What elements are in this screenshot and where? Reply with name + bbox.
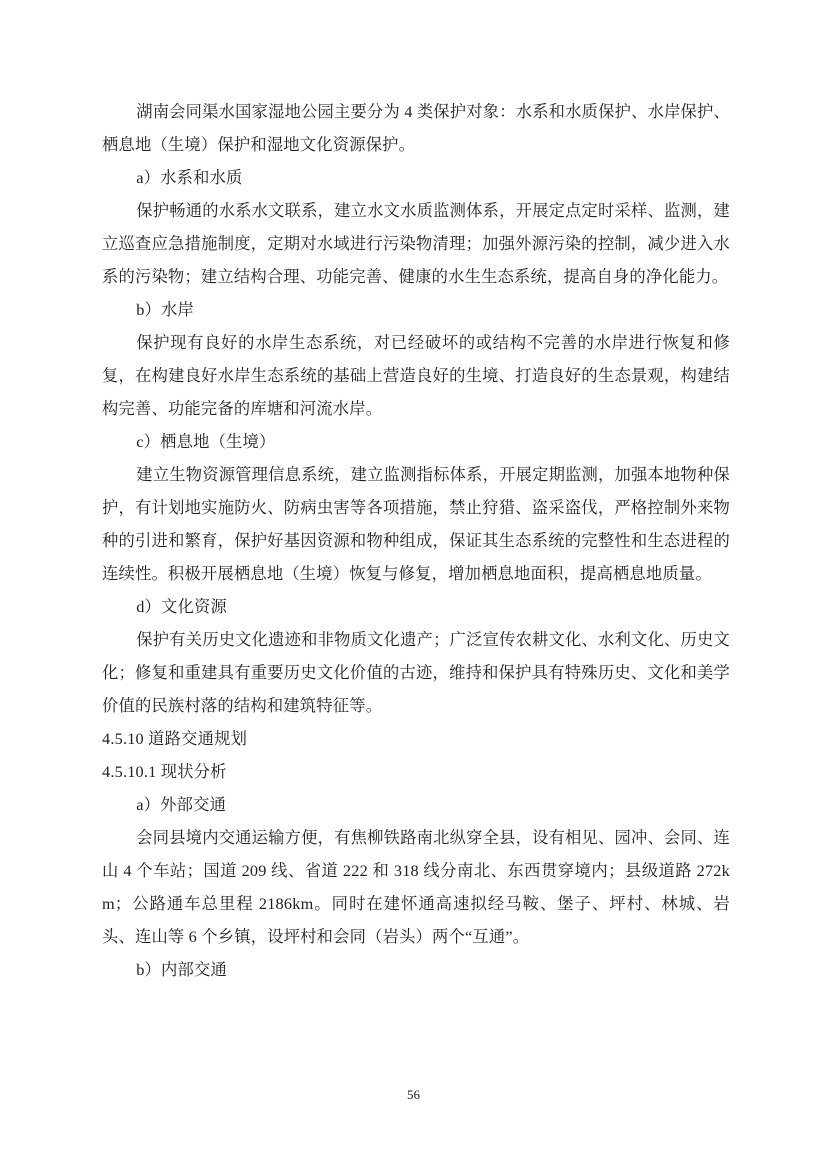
item-b-internal-traffic-heading: b）内部交通 [136,960,227,979]
item-a-water-system-heading: a）水系和水质 [136,168,243,187]
water-system-paragraph: 保护畅通的水系水文联系，建立水文水质监测体系，开展定点定时采样、监测，建立巡查应急措施制度，定期对水域进行污染物清理；加强外源污染的控制，减少进入水系的污染物；建立结构合理、功能完善、健康的水生生态系统，提高自身的净化能力。 [102,201,730,286]
waterfront-paragraph: 保护现有良好的水岸生态系统，对已经破坏的或结构不完善的水岸进行恢复和修复，在构建良好水岸生态系统的基础上营造良好的生境、打造良好的生态景观，构建结构完善、功能完备的库塘和河流水岸。 [102,333,730,418]
section-4-5-10-1-heading: 4.5.10.1 现状分析 [102,762,227,781]
page-number: 56 [407,1087,420,1102]
section-4-5-10-heading: 4.5.10 道路交通规划 [102,729,248,748]
intro-paragraph: 湖南会同渠水国家湿地公园主要分为 4 类保护对象：水系和水质保护、水岸保护、栖息地（生境）保护和湿地文化资源保护。 [102,102,730,154]
item-a-external-traffic-heading: a）外部交通 [136,795,227,814]
habitat-paragraph: 建立生物资源管理信息系统，建立监测指标体系，开展定期监测，加强本地物种保护，有计划地实施防火、防病虫害等各项措施，禁止狩猎、盗采盗伐，严格控制外来物种的引进和繁育，保护好基因资源和物种组成，保证其生态系统的完整性和生态进程的连续性。积极开展栖息地（生境）恢复与修复，增加栖息地面积，提高栖息地质量。 [102,465,730,583]
item-d-culture-heading: d）文化资源 [136,597,227,616]
document-body [102,95,730,986]
item-b-waterfront-heading: b）水岸 [136,300,195,319]
external-traffic-paragraph: 会同县境内交通运输方便，有焦柳铁路南北纵穿全县，设有相见、园冲、会同、连山 4 个车站；国道 209 线、省道 222 和 318 线分南北、东西贯穿境内；县级道路 272km；公路通车总里程 2186km。同时在建怀通高速拟经马鞍、堡子、坪村、林城、岩头、连山等 6 个乡镇，设坪村和会同（岩头）两个“互通”。 [102,828,730,946]
culture-paragraph: 保护有关历史文化遗迹和非物质文化遗产；广泛宣传农耕文化、水利文化、历史文化；修复和重建具有重要历史文化价值的古迹，维持和保护具有特殊历史、文化和美学价值的民族村落的结构和建筑特征等。 [102,630,730,715]
item-c-habitat-heading: c）栖息地（生境） [136,432,276,451]
